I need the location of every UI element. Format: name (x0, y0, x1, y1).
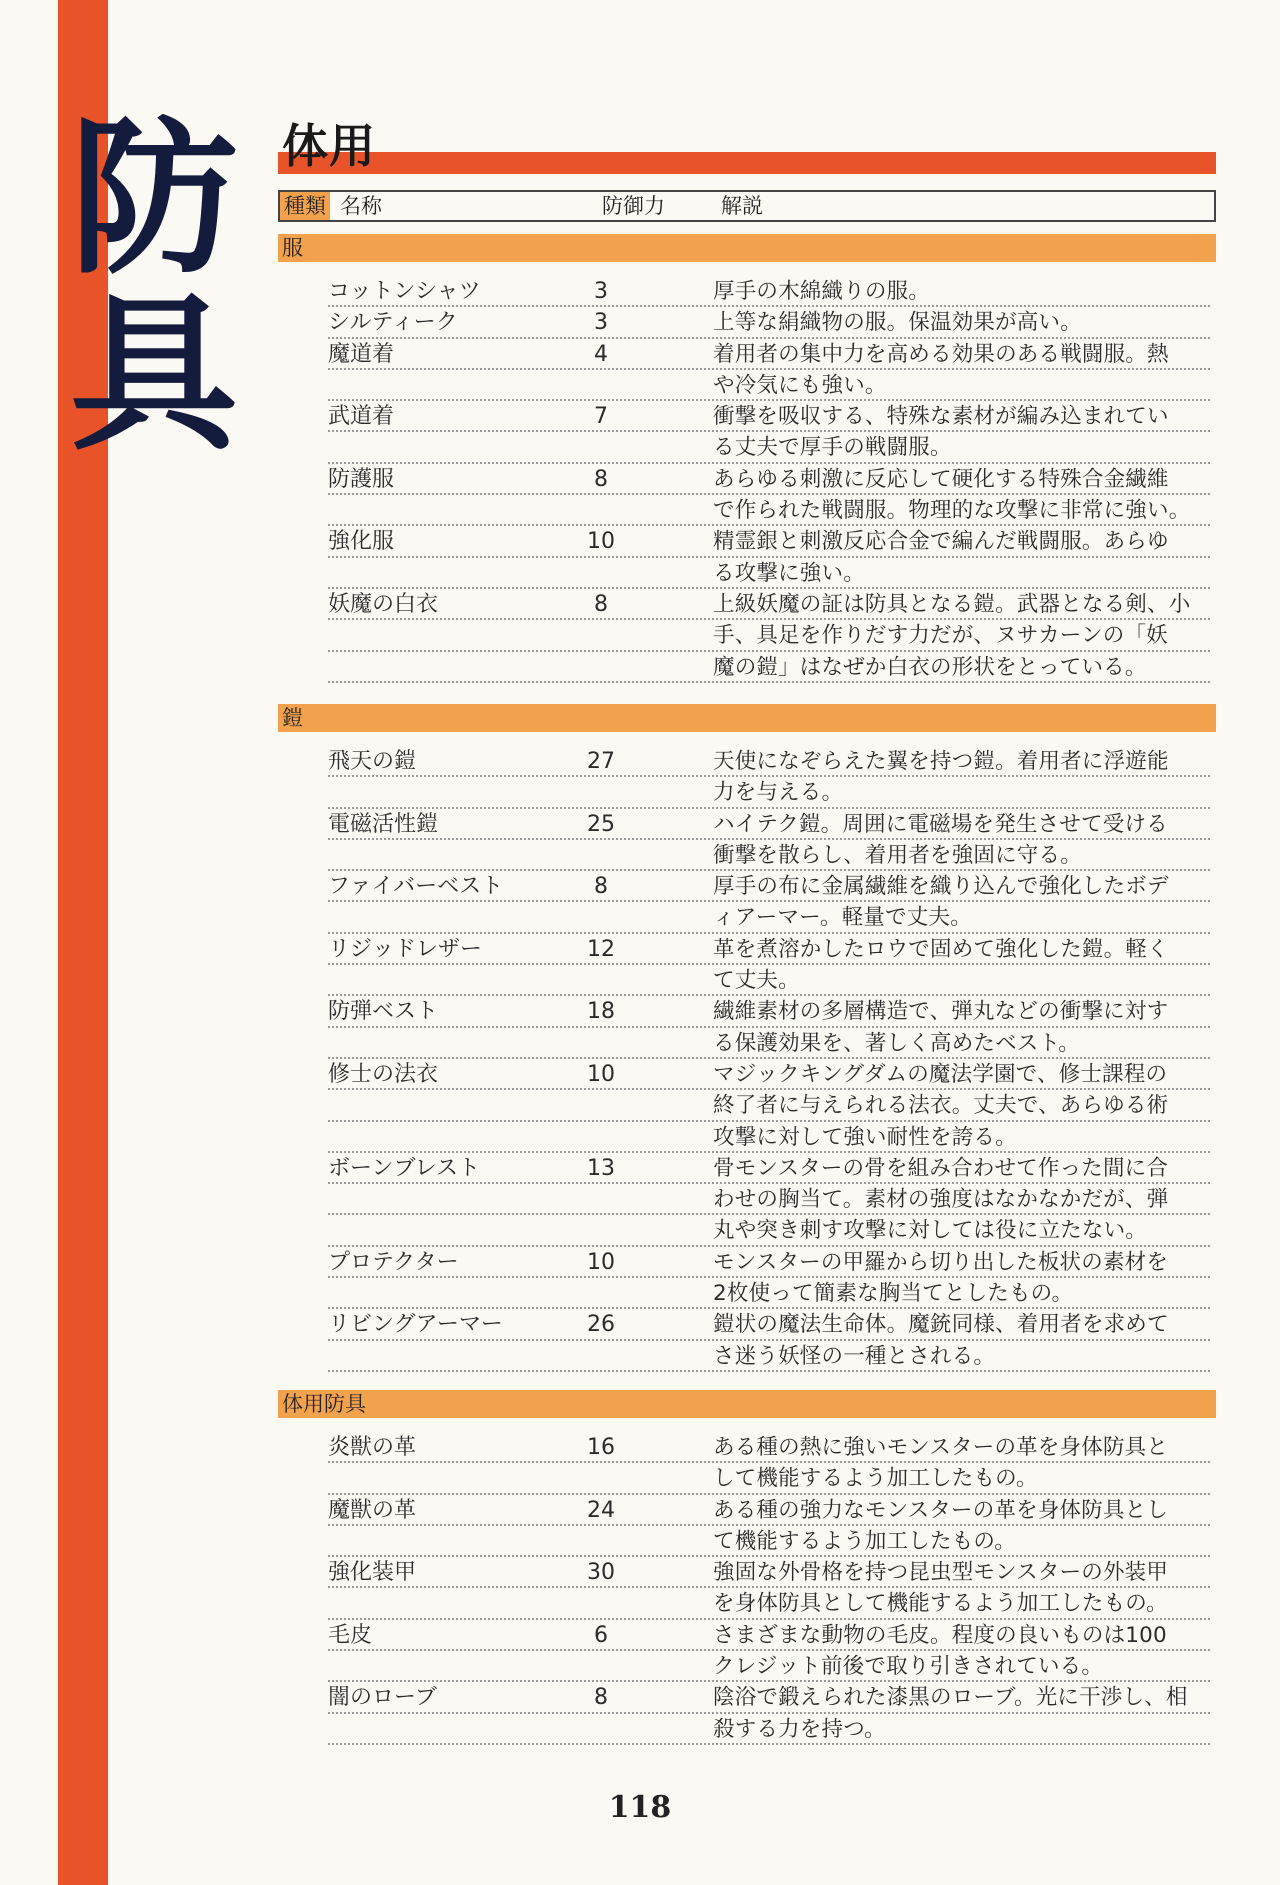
item-description (713, 1620, 1210, 1683)
header-name: 名称 (340, 194, 382, 218)
description-line: ある種の熱に強いモンスターの革を身体防具と (713, 1435, 1169, 1460)
category-bar: 体用防具 (278, 1390, 1216, 1418)
item-defense: 7 (594, 404, 608, 430)
item-description (713, 1153, 1210, 1247)
item-description (713, 339, 1210, 402)
item-defense: 26 (587, 1312, 615, 1338)
description-line: 厚手の木綿織りの服。 (713, 279, 931, 304)
description-line: さまざまな動物の毛皮。程度の良いものは100 (713, 1622, 1167, 1648)
item-defense: 8 (594, 874, 608, 900)
category-bar: 服 (278, 234, 1216, 262)
item-description (713, 589, 1210, 683)
item-description (713, 1432, 1210, 1495)
item-description (713, 307, 1210, 338)
description-line: 衝撃を散らし、着用者を強固に守る。 (713, 842, 1082, 868)
item-name: プロテクター (328, 1249, 459, 1275)
item-name: 武道着 (328, 404, 395, 430)
chapter-title-char: 防 (70, 99, 238, 297)
item-name: シルティーク (328, 310, 458, 336)
item-name: 魔獣の革 (328, 1497, 417, 1523)
item-name: 防護服 (328, 466, 395, 492)
item-defense: 8 (594, 466, 608, 492)
table-row (328, 339, 1210, 402)
table-row (328, 996, 1210, 1059)
item-name: 電磁活性鎧 (328, 811, 439, 837)
item-description (713, 276, 1210, 307)
item-name: 毛皮 (328, 1622, 373, 1648)
item-name: 魔道着 (328, 341, 395, 367)
description-line: して機能するよう加工したもの。 (713, 1466, 1038, 1492)
page-number: 118 (608, 1790, 672, 1825)
item-description (713, 1247, 1210, 1310)
item-name: 強化装甲 (328, 1560, 417, 1586)
item-description (713, 1309, 1210, 1372)
description-line: マジックキングダムの魔法学園で、修士課程の (713, 1062, 1168, 1087)
description-line: 陰浴で鍛えられた漆黒のローブ。光に干渉し、相 (713, 1685, 1188, 1711)
description-line: や冷気にも強い。 (713, 372, 887, 398)
item-name: ボーンブレスト (328, 1155, 481, 1181)
description-line: 繊維素材の多層構造で、弾丸などの衝撃に対す (713, 999, 1169, 1025)
table-row (328, 589, 1210, 683)
item-name: 飛天の鎧 (328, 749, 417, 774)
item-name: 妖魔の白衣 (328, 592, 439, 617)
description-line: 手、具足を作りだす力だが、ヌサカーンの「妖 (713, 623, 1168, 649)
description-line: 力を与える。 (713, 780, 844, 806)
item-defense: 10 (587, 529, 615, 555)
chapter-title-char: 具 (70, 275, 238, 473)
description-line: 衝撃を吸収する、特殊な素材が編み込まれてい (713, 404, 1169, 430)
description-line: で作られた戦闘服。物理的な攻撃に非常に強い。 (713, 498, 1191, 524)
item-description (713, 809, 1210, 872)
table-row (328, 1059, 1210, 1153)
item-name: 闇のローブ (328, 1685, 437, 1711)
header-defense: 防御力 (602, 194, 665, 218)
description-line: て機能するよう加工したもの。 (713, 1528, 1016, 1554)
description-line: 終了者に与えられる法衣。丈夫で、あらゆる術 (713, 1093, 1169, 1119)
table-row (328, 746, 1210, 809)
item-description (713, 746, 1210, 809)
description-line: る攻撃に強い。 (713, 560, 865, 586)
item-name: リビングアーマー (328, 1312, 503, 1338)
description-line: 上等な絹織物の服。保温効果が高い。 (713, 310, 1082, 336)
table-row (328, 526, 1210, 589)
description-line: あらゆる刺激に反応して硬化する特殊合金繊維 (713, 466, 1169, 492)
category-bar: 鎧 (278, 704, 1216, 732)
chapter-title (64, 99, 244, 473)
description-line: クレジット前後で取り引きされている。 (713, 1654, 1104, 1680)
description-line: ハイテク鎧。周囲に電磁場を発生させて受ける (713, 811, 1168, 837)
item-name: 修士の法衣 (328, 1062, 439, 1087)
description-line: 精霊銀と刺激反応合金で編んだ戦闘服。あらゆ (713, 529, 1169, 555)
description-line: 2枚使って簡素な胸当てとしたもの。 (713, 1281, 1074, 1307)
item-description (713, 1059, 1210, 1153)
description-line: ィアーマー。軽量で丈夫。 (713, 905, 972, 931)
table-row (328, 401, 1210, 464)
description-line: 骨モンスターの骨を組み合わせて作った間に合 (713, 1155, 1169, 1181)
table-row (328, 1247, 1210, 1310)
section-heading (278, 118, 1216, 178)
table-row (328, 809, 1210, 872)
item-description (713, 1557, 1210, 1620)
item-defense: 3 (594, 279, 608, 304)
item-defense: 18 (587, 999, 615, 1025)
item-defense: 25 (587, 811, 615, 837)
table-row (328, 1557, 1210, 1620)
description-line: る保護効果を、著しく高めたベスト。 (713, 1030, 1080, 1056)
item-name: リジッドレザー (328, 936, 483, 962)
description-line: 魔の鎧」はなぜか白衣の形状をとっている。 (713, 654, 1147, 680)
item-description (713, 996, 1210, 1059)
item-defense: 3 (594, 310, 608, 336)
item-defense: 8 (594, 592, 608, 617)
section-title-bar (278, 152, 1216, 174)
item-name: ファイバーベスト (328, 874, 504, 900)
item-defense: 13 (587, 1155, 615, 1181)
section-title: 体用 (282, 119, 376, 173)
description-line: 革を煮溶かしたロウで固めて強化した鎧。軽く (713, 936, 1169, 962)
description-line: 上級妖魔の証は防具となる鎧。武器となる剣、小 (713, 592, 1191, 617)
table-row (328, 934, 1210, 997)
description-line: 天使になぞらえた翼を持つ鎧。着用者に浮遊能 (713, 749, 1169, 774)
description-line: わせの胸当て。素材の強度はなかなかだが、弾 (713, 1187, 1169, 1213)
description-line: モンスターの甲羅から切り出した板状の素材を (713, 1249, 1169, 1275)
item-description (713, 871, 1210, 934)
item-defense: 30 (587, 1560, 615, 1586)
item-defense: 16 (587, 1435, 615, 1460)
item-name: 強化服 (328, 529, 395, 555)
item-defense: 24 (587, 1497, 615, 1523)
description-line: る丈夫で厚手の戦闘服。 (713, 435, 952, 461)
table-row (328, 1309, 1210, 1372)
item-description (713, 464, 1210, 527)
item-defense: 8 (594, 1685, 608, 1711)
table-row (328, 1495, 1210, 1558)
table-row (328, 871, 1210, 934)
item-description (713, 526, 1210, 589)
item-description (713, 1682, 1210, 1745)
description-line: ある種の強力なモンスターの革を身体防具とし (713, 1497, 1169, 1523)
description-line: 鎧状の魔法生命体。魔銃同様、着用者を求めて (713, 1312, 1169, 1338)
description-line: さ迷う妖怪の一種とされる。 (713, 1343, 996, 1369)
header-description: 解説 (721, 194, 763, 218)
item-defense: 12 (587, 936, 615, 962)
item-name: コットンシャツ (328, 279, 481, 304)
description-line: 厚手の布に金属繊維を織り込んで強化したボデ (713, 874, 1169, 900)
item-defense: 6 (594, 1622, 608, 1648)
item-description (713, 934, 1210, 997)
description-line: 攻撃に対して強い耐性を誇る。 (713, 1124, 1017, 1150)
description-line: て丈夫。 (713, 968, 800, 994)
description-line: を身体防具として機能するよう加工したもの。 (713, 1591, 1168, 1617)
table-row (328, 464, 1210, 527)
table-row (328, 1682, 1210, 1745)
table-row (328, 1620, 1210, 1683)
item-defense: 4 (594, 341, 608, 367)
table-header (278, 190, 1216, 222)
table-row (328, 1432, 1210, 1495)
item-name: 炎獣の革 (328, 1435, 417, 1460)
table-row (328, 1153, 1210, 1247)
description-line: 強固な外骨格を持つ昆虫型モンスターの外装甲 (713, 1560, 1169, 1586)
item-description (713, 1495, 1210, 1558)
description-line: 丸や突き刺す攻撃に対しては役に立たない。 (713, 1218, 1148, 1244)
description-line: 着用者の集中力を高める効果のある戦闘服。熱 (713, 341, 1169, 367)
table-row (328, 307, 1210, 338)
table-row (328, 276, 1210, 307)
header-kind: 種類 (280, 192, 330, 220)
item-defense: 10 (587, 1249, 615, 1275)
item-defense: 10 (587, 1062, 615, 1087)
description-line: 殺する力を持つ。 (713, 1716, 886, 1742)
item-defense: 27 (587, 749, 615, 774)
item-name: 防弾ベスト (328, 999, 439, 1025)
item-description (713, 401, 1210, 464)
